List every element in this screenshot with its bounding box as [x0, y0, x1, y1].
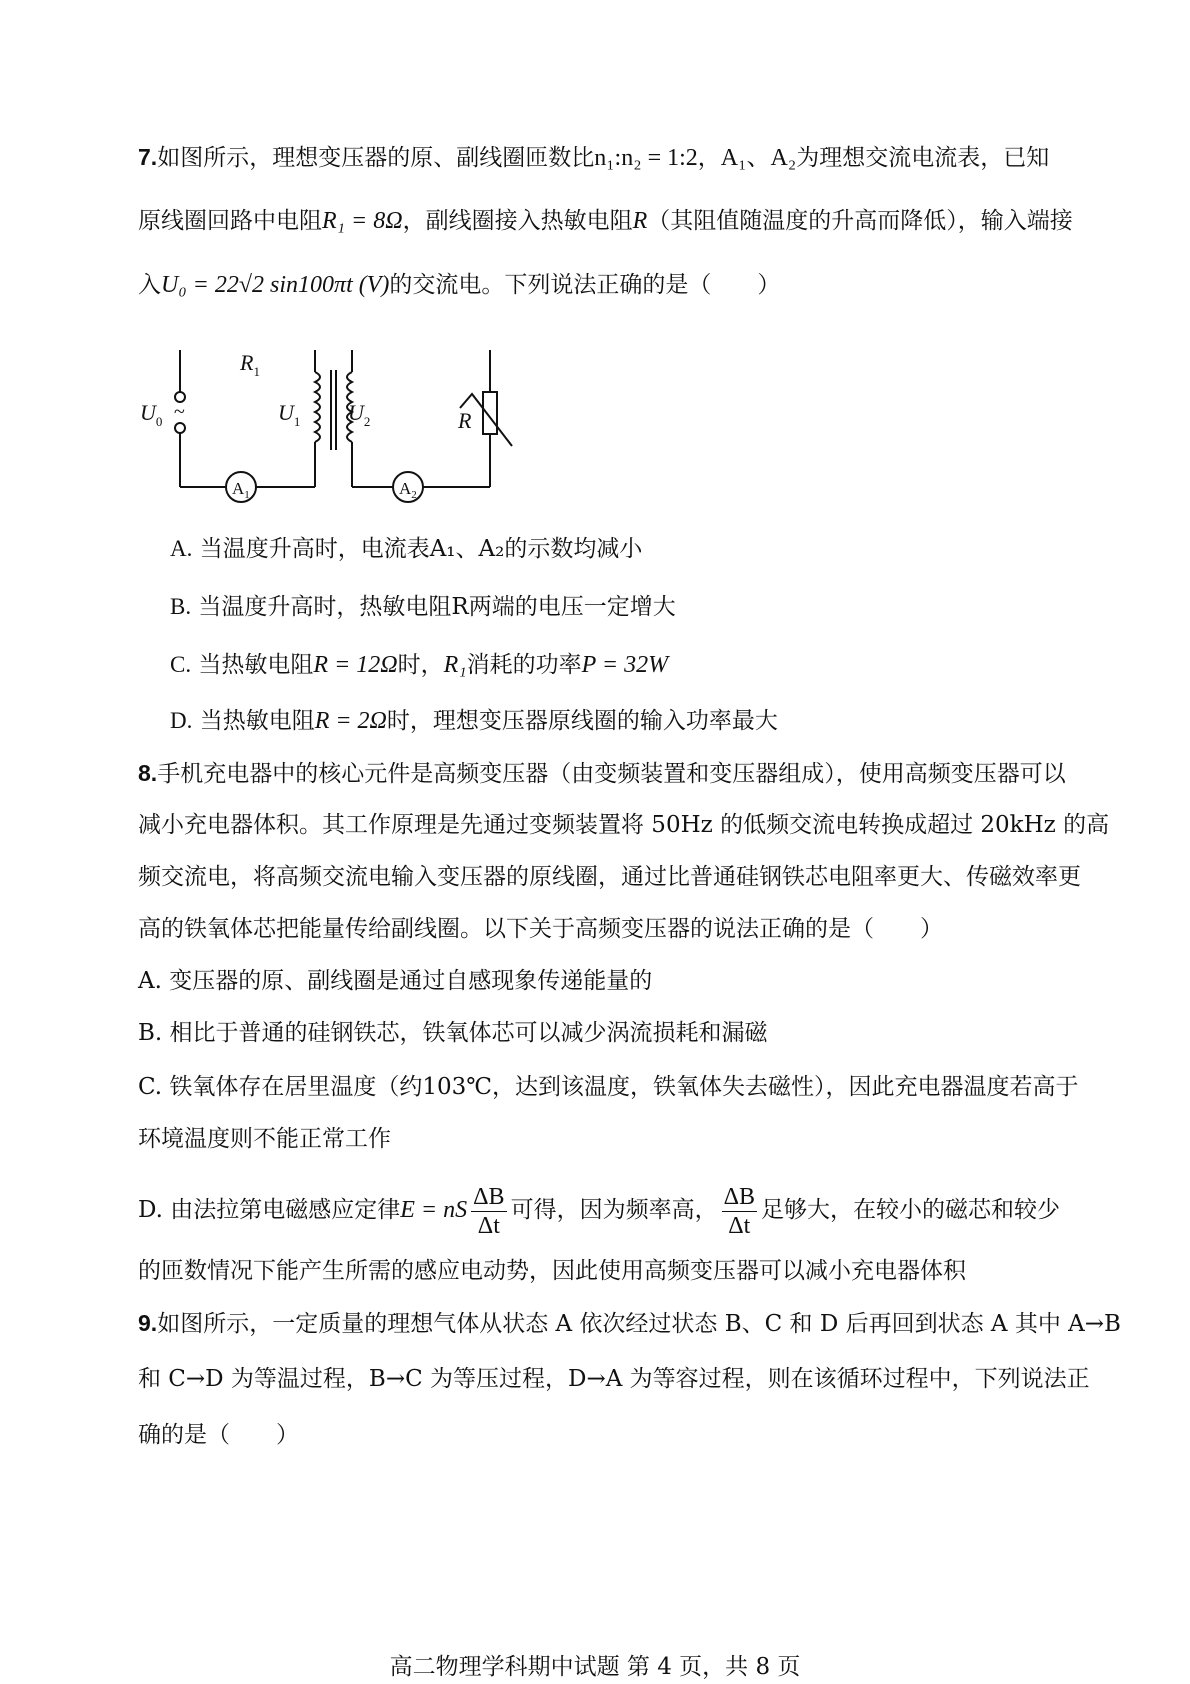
q7-option-d: D. 当热敏电阻R = 2Ω时，理想变压器原线圈的输入功率最大 [170, 708, 778, 734]
q9-number: 9. [138, 1310, 158, 1336]
thermistor [483, 392, 497, 434]
q7-option-c: C. 当热敏电阻R = 12Ω时，R₁消耗的功率P = 32W [170, 652, 669, 678]
q7-number: 7. [138, 144, 158, 170]
q9-line-3: 确的是（ ） [138, 1422, 299, 1448]
label-r: R [458, 408, 472, 433]
q7-option-b: B. 当温度升高时，热敏电阻R两端的电压一定增大 [170, 594, 676, 620]
label-a1: $A_1$ [232, 479, 250, 501]
fraction-1: $\frac{\Delta B}{\Delta t}$ [473, 1183, 505, 1239]
ac-symbol: ~ [174, 401, 185, 423]
terminal-bottom [175, 423, 185, 433]
label-u0: $U_0$ [140, 400, 163, 429]
page-footer: 高二物理学科期中试题 第 4 页，共 8 页 [389, 1654, 801, 1680]
q7-line-1: 7.如图所示，理想变压器的原、副线圈匝数比n₁:n₂ = 1:2，A₁、A₂为理想交流电流表，已知 [138, 144, 1050, 171]
q7-option-a: A. 当温度升高时，电流表A₁、A₂的示数均减小 [170, 536, 643, 562]
q8-line-1: 8.手机充电器中的核心元件是高频变压器（由变频装置和变压器组成），使用高频变压器可以 [138, 760, 1066, 787]
label-u2: $U_2$ [348, 400, 371, 429]
q8-option-c-line-2: 环境温度则不能正常工作 [138, 1126, 391, 1152]
q8-option-c-line-1: C. 铁氧体存在居里温度（约103℃，达到该温度，铁氧体失去磁性），因此充电器温度若高于 [138, 1074, 1079, 1100]
q8-option-b: B. 相比于普通的硅钢铁芯，铁氧体芯可以减少涡流损耗和漏磁 [138, 1020, 768, 1046]
label-r1: $R_1$ [240, 350, 260, 379]
q8-line-4: 高的铁氧体芯把能量传给副线圈。以下关于高频变压器的说法正确的是（ ） [138, 916, 943, 942]
q8-option-d-line-1: D. 由法拉第电磁感应定律E = nS $\frac{\Delta B}{\Delta t}$ 可得，因为频率高， $\frac{\Delta B}{\Delta t}$ 足够大，在较小的磁芯和较少 [138, 1183, 1061, 1239]
label-a2: $A_2$ [399, 479, 417, 501]
transformer-circuit-diagram [140, 350, 560, 535]
faraday-law: E = nS [400, 1197, 468, 1223]
q8-option-a: A. 变压器的原、副线圈是通过自感现象传递能量的 [138, 968, 653, 994]
turns-ratio: n₁:n₂ = 1:2 [594, 145, 698, 171]
primary-coil [315, 372, 320, 442]
q8-number: 8. [138, 760, 158, 786]
fraction-2: $\frac{\Delta B}{\Delta t}$ [723, 1183, 756, 1239]
q7-line-2: 原线圈回路中电阻R₁ = 8Ω，副线圈接入热敏电阻R（其阻值随温度的升高而降低），输入端接 [138, 208, 1073, 234]
q8-option-d-line-2: 的匝数情况下能产生所需的感应电动势，因此使用高频变压器可以减小充电器体积 [138, 1258, 966, 1284]
q8-line-2: 减小充电器体积。其工作原理是先通过变频装置将 50Hz 的低频交流电转换成超过 20kHz 的高 [138, 812, 1110, 838]
r1-value: R₁ = 8Ω [322, 208, 403, 234]
q9-line-2: 和 C→D 为等温过程，B→C 为等压过程，D→A 为等容过程，则在该循环过程中，下列说法正 [138, 1366, 1090, 1392]
q9-line-1: 9.如图所示，一定质量的理想气体从状态 A 依次经过状态 B、C 和 D 后再回到状态 A 其中 A→B [138, 1310, 1121, 1337]
q7-line-3: 入U₀ = 22√2 sin100πt (V)的交流电。下列说法正确的是（ ） [138, 272, 781, 298]
label-u1: $U_1$ [278, 400, 301, 429]
q8-line-3: 频交流电，将高频交流电输入变压器的原线圈，通过比普通硅钢铁芯电阻率更大、传磁效率更 [138, 864, 1081, 890]
u0-expression: U₀ = 22√2 sin100πt (V) [161, 272, 390, 298]
